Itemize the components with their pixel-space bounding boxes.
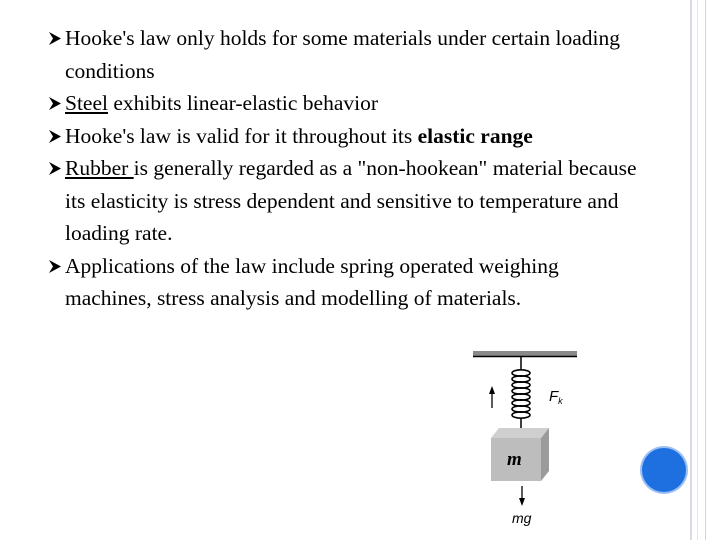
bullet-item-hookes-law-limits xyxy=(49,22,649,87)
bullet-list xyxy=(49,22,649,315)
arrow-bullet-icon xyxy=(49,130,61,143)
weight-label: mg xyxy=(512,510,532,526)
bullet-item-applications xyxy=(49,250,649,315)
bullet-text: Hooke's law is valid for it throughout its xyxy=(65,123,418,148)
gravity-down-arrow-icon xyxy=(519,486,525,506)
bullet-item-elastic-range xyxy=(49,120,649,153)
spring-force-label: $F_k$ xyxy=(549,388,563,406)
bullet-text: is generally regarded as a "non-hookean" material because its elasticity is stress dependent and sensitive to temperature and loading rate. xyxy=(65,156,637,245)
mass-label: m xyxy=(507,449,522,470)
bullet-underlined-term: Steel xyxy=(65,91,108,115)
arrow-bullet-icon xyxy=(49,97,61,110)
force-up-arrow-icon xyxy=(489,386,495,408)
border-line-middle xyxy=(697,0,698,540)
bullet-bold-term: elastic range xyxy=(417,123,533,148)
spring-mass-diagram xyxy=(465,348,585,530)
bullet-item-steel xyxy=(49,87,649,120)
accent-circle xyxy=(642,448,686,492)
bullet-text: Applications of the law include spring operated weighing machines, stress analysis and modelling of materials. xyxy=(65,253,559,310)
bullet-underlined-term: Rubber xyxy=(65,156,134,180)
bullet-text: Hooke's law only holds for some materials under certain loading conditions xyxy=(65,26,620,83)
bullet-item-rubber xyxy=(49,152,649,250)
border-line-outer xyxy=(690,0,692,540)
ceiling-hatch xyxy=(473,351,577,357)
bullet-text: exhibits linear-elastic behavior xyxy=(108,91,379,115)
arrow-bullet-icon xyxy=(49,162,61,175)
arrow-bullet-icon xyxy=(49,260,61,273)
arrow-bullet-icon xyxy=(49,32,61,45)
spring-coil-icon xyxy=(512,370,530,418)
border-line-inner xyxy=(705,0,706,540)
